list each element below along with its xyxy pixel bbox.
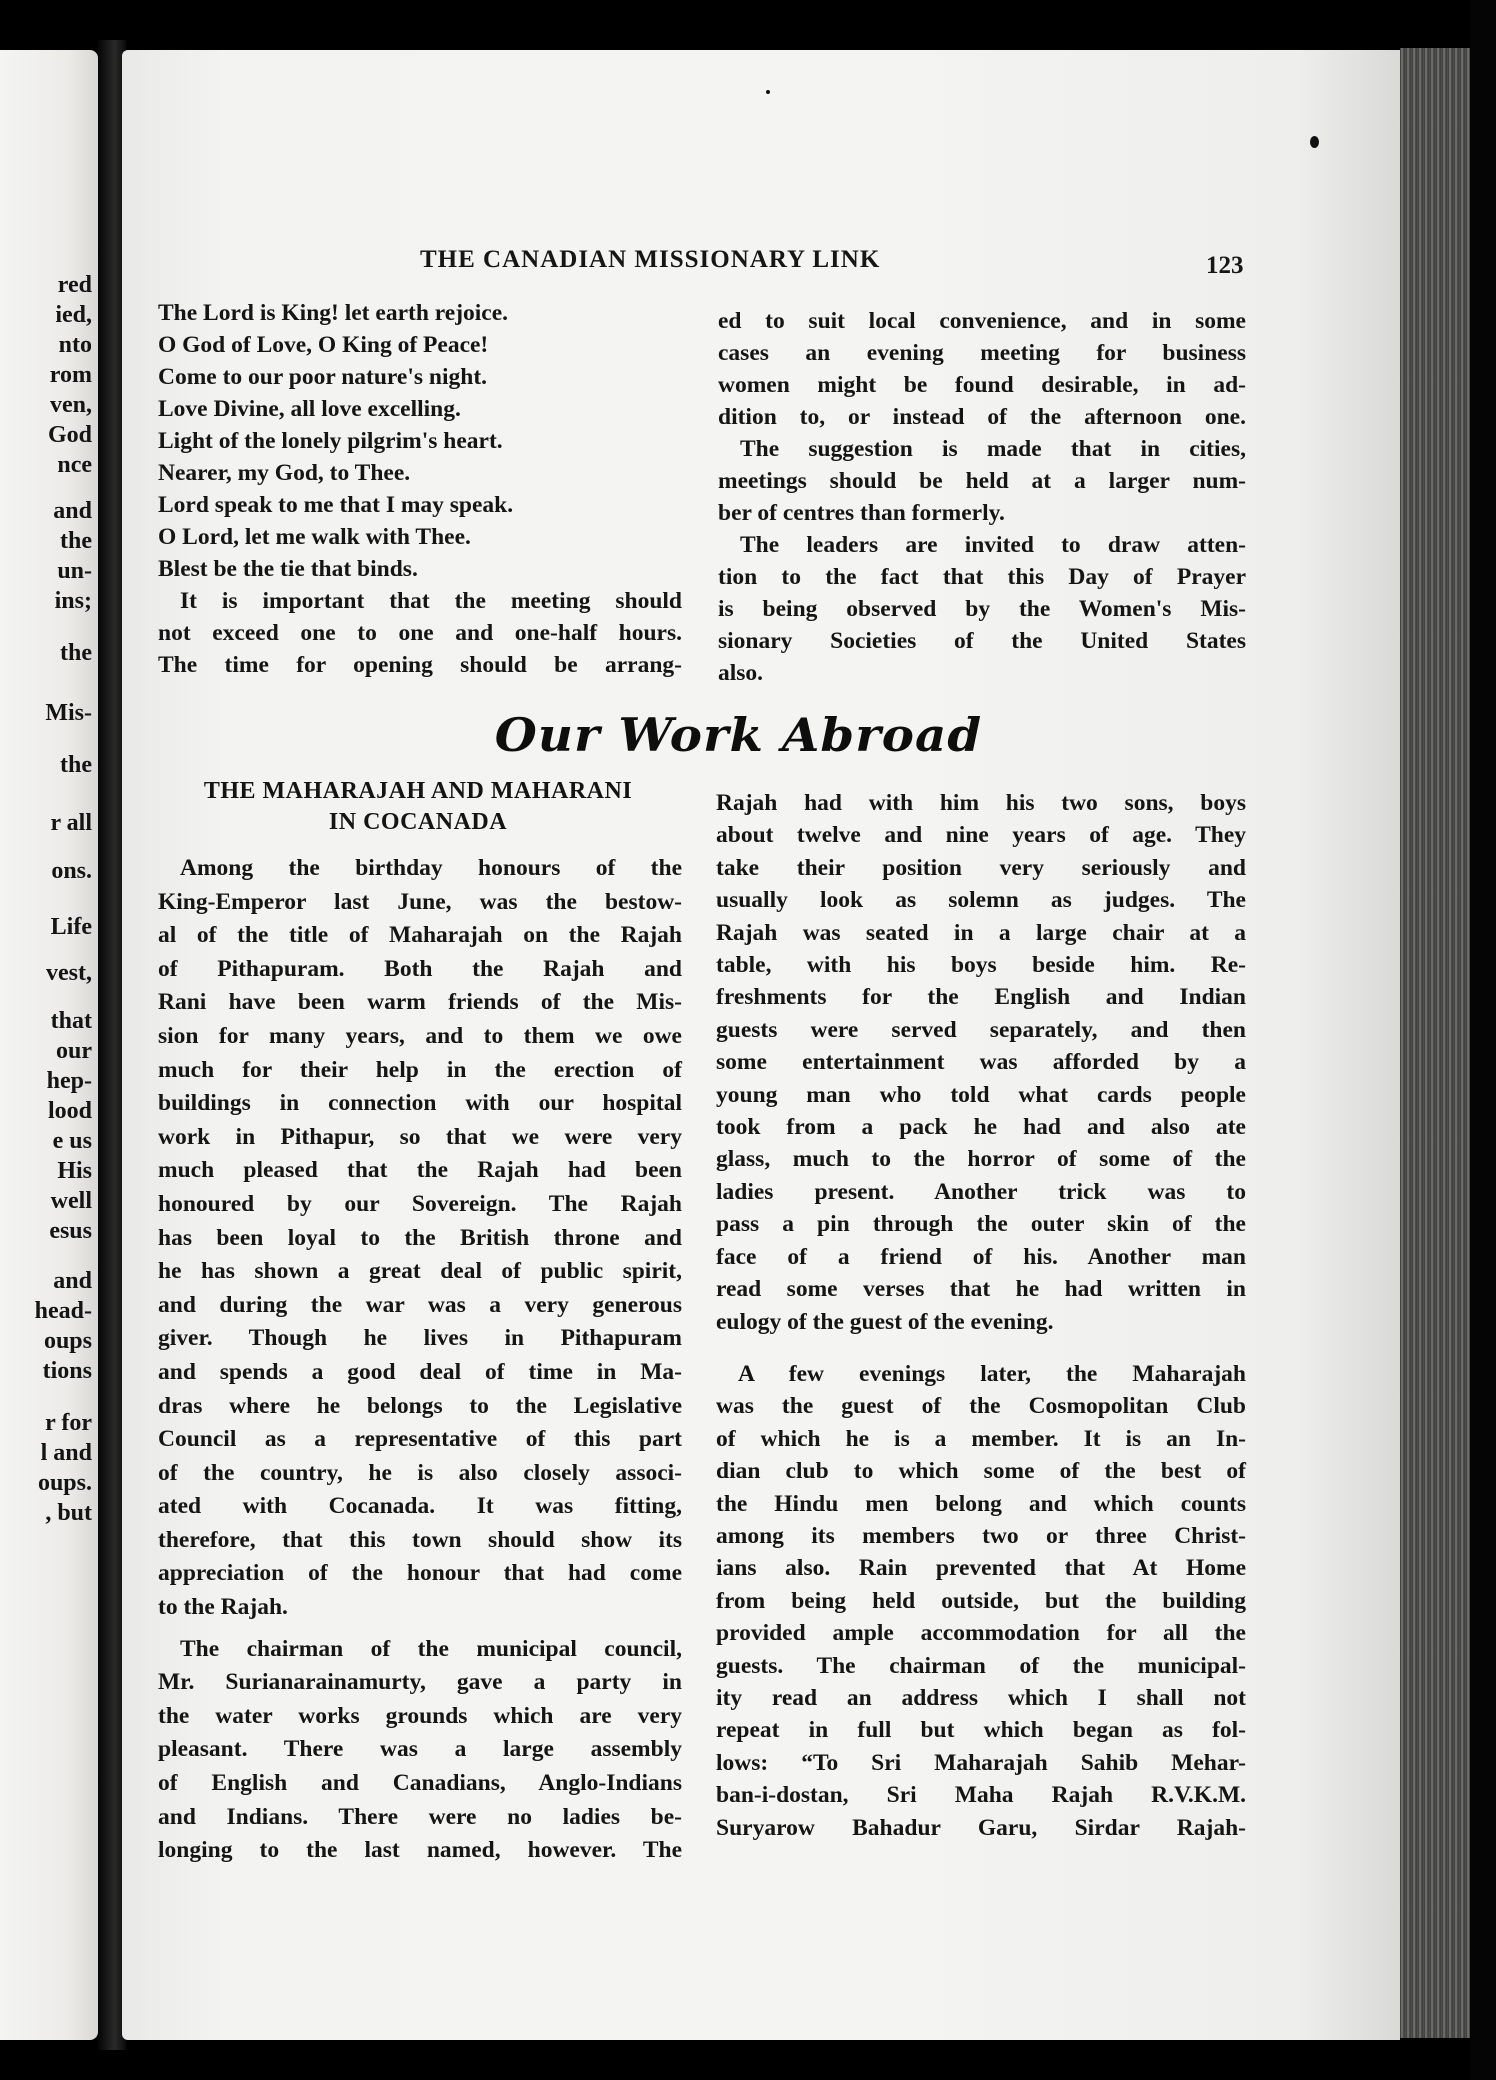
text-line: ians also. Rain prevented that At Home: [716, 1555, 1246, 1582]
facing-page-text: head-: [34, 1298, 92, 1324]
facing-page-text: rom: [49, 362, 92, 388]
facing-page-text: esus: [49, 1218, 92, 1244]
text-line: is being observed by the Women's Mis-: [718, 596, 1246, 622]
text-line: buildings in connection with our hospital: [158, 1090, 682, 1117]
text-line: read some verses that he had written in: [716, 1276, 1246, 1303]
facing-page-text: tions: [42, 1358, 92, 1384]
hymn-line: Love Divine, all love excelling.: [158, 396, 461, 422]
facing-page-text: God: [47, 422, 92, 448]
hymn-line: O Lord, let me walk with Thee.: [158, 524, 471, 550]
text-line: glass, much to the horror of some of the: [716, 1146, 1246, 1173]
text-line: Rajah had with him his two sons, boys: [716, 790, 1246, 816]
text-line: appreciation of the honour that had come: [158, 1560, 682, 1587]
text-line: dras where he belongs to the Legislative: [158, 1392, 682, 1419]
prayer-day-column: [718, 305, 1246, 689]
hymn-line: Blest be the tie that binds.: [158, 556, 418, 582]
facing-page-text: oups: [43, 1328, 92, 1354]
text-line: The chairman of the municipal council,: [180, 1635, 682, 1662]
ink-speck: [766, 90, 770, 94]
text-line: therefore, that this town should show its: [158, 1526, 682, 1553]
text-line: honoured by our Sovereign. The Rajah: [158, 1190, 682, 1217]
text-line: King-Emperor last June, was the bestow-: [158, 888, 682, 915]
text-line: ber of centres than formerly.: [718, 500, 1005, 526]
text-line: he has shown a great deal of public spirit,: [158, 1258, 682, 1285]
text-line: Council as a representative of this part: [158, 1426, 682, 1453]
facing-page-text: lood: [47, 1098, 92, 1124]
text-line: took from a pack he had and also ate: [716, 1114, 1246, 1141]
facing-page-text: well: [50, 1188, 92, 1214]
paragraph-line: It is important that the meeting should: [180, 588, 682, 614]
facing-page-text: hep-: [46, 1068, 92, 1094]
text-line: some entertainment was afforded by a: [716, 1049, 1246, 1076]
article-title: [156, 776, 680, 838]
text-line: ed to suit local convenience, and in some: [718, 308, 1246, 334]
section-title: Our Work Abroad: [494, 708, 983, 762]
facing-page-text: l and: [40, 1440, 92, 1466]
article-column-2: [716, 787, 1246, 1844]
facing-page-text: ins;: [54, 588, 92, 614]
ink-speck: [1310, 136, 1319, 148]
facing-page-text: Life: [50, 914, 92, 940]
text-line: young man who told what cards people: [716, 1081, 1246, 1108]
text-line: Rajah was seated in a large chair at a: [716, 919, 1246, 946]
text-line: repeat in full but which began as fol-: [716, 1717, 1246, 1744]
facing-page-text: un-: [57, 558, 92, 584]
text-line: and Indians. There were no ladies be-: [158, 1803, 682, 1830]
facing-page-text: red: [57, 272, 92, 298]
text-line: about twelve and nine years of age. They: [716, 822, 1246, 849]
facing-page-text: vest,: [46, 960, 92, 986]
facing-page-text: oups.: [37, 1470, 92, 1496]
text-line: guests. The chairman of the municipal-: [716, 1652, 1246, 1679]
facing-page-text: and: [53, 498, 92, 524]
hymn-line: Come to our poor nature's night.: [158, 364, 488, 390]
text-line: has been loyal to the British throne and: [158, 1224, 682, 1251]
text-line: meetings should be held at a larger num-: [718, 468, 1246, 494]
article-column-1: [158, 852, 682, 1868]
facing-page-text: Mis-: [45, 700, 92, 726]
text-line: of English and Canadians, Anglo-Indians: [158, 1770, 682, 1797]
text-line: usually look as solemn as judges. The: [716, 887, 1246, 914]
text-line: and spends a good deal of time in Ma-: [158, 1358, 682, 1385]
text-line: A few evenings later, the Maharajah: [738, 1360, 1246, 1387]
text-line: of Pithapuram. Both the Rajah and: [158, 955, 682, 982]
text-line: dian club to which some of the best of: [716, 1458, 1246, 1485]
facing-page-text: ven,: [50, 392, 92, 418]
hymn-line: Nearer, my God, to Thee.: [158, 460, 411, 486]
text-line: to the Rajah.: [158, 1594, 288, 1621]
article-title-line1: THE MAHARAJAH AND MAHARANI: [203, 778, 633, 804]
text-line: freshments for the English and Indian: [716, 984, 1246, 1011]
hymn-line: O God of Love, O King of Peace!: [158, 332, 489, 358]
facing-page-text: e us: [52, 1128, 92, 1154]
text-line: the Hindu men belong and which counts: [716, 1490, 1246, 1517]
text-line: among its members two or three Christ-: [716, 1522, 1246, 1549]
text-line: longing to the last named, however. The: [158, 1837, 682, 1864]
facing-page-text: His: [57, 1158, 92, 1184]
text-line: Mr. Surianarainamurty, gave a party in: [158, 1669, 682, 1696]
facing-page-text: ied,: [55, 302, 92, 328]
paragraph-line: The time for opening should be arrang-: [158, 652, 682, 678]
facing-page-text: the: [60, 528, 92, 554]
text-line: Rani have been warm friends of the Mis-: [158, 989, 682, 1016]
hymn-line: Lord speak to me that I may speak.: [158, 492, 514, 518]
facing-page-text: and: [53, 1268, 92, 1294]
text-line: eulogy of the guest of the evening.: [716, 1308, 1054, 1335]
text-line: al of the title of Maharajah on the Rajah: [158, 922, 682, 949]
text-line: take their position very seriously and: [716, 854, 1246, 881]
text-line: also.: [718, 660, 764, 686]
hymn-line: Light of the lonely pilgrim's heart.: [158, 428, 503, 454]
facing-page-fragment: [0, 50, 98, 2040]
text-line: pass a pin through the outer skin of the: [716, 1211, 1246, 1238]
text-line: work in Pithapur, so that we were very: [158, 1123, 682, 1150]
facing-page-text: nce: [57, 452, 92, 478]
text-line: sion for many years, and to them we owe: [158, 1022, 682, 1049]
facing-page-text: that: [50, 1008, 92, 1034]
text-line: Among the birthday honours of the: [180, 855, 682, 881]
text-line: dition to, or instead of the afternoon one.: [718, 404, 1246, 430]
facing-page-text: ons.: [51, 858, 92, 884]
text-line: from being held outside, but the building: [716, 1587, 1246, 1614]
facing-page-text: the: [60, 640, 92, 666]
text-line: face of a friend of his. Another man: [716, 1243, 1246, 1270]
text-line: women might be found desirable, in ad-: [718, 372, 1246, 398]
facing-page-text: nto: [58, 332, 92, 358]
text-line: The suggestion is made that in cities,: [740, 436, 1246, 462]
facing-page-text: our: [56, 1038, 92, 1064]
text-line: much pleased that the Rajah had been: [158, 1157, 682, 1184]
text-line: the water works grounds which are very: [158, 1702, 682, 1729]
article-title-line2: IN COCANADA: [328, 809, 508, 835]
text-line: tion to the fact that this Day of Prayer: [718, 564, 1246, 590]
text-line: The leaders are invited to draw atten-: [740, 532, 1246, 558]
text-line: of the country, he is also closely associ-: [158, 1459, 682, 1486]
hymn-list-column: [158, 297, 682, 681]
text-line: pleasant. There was a large assembly: [158, 1736, 682, 1763]
text-line: guests were served separately, and then: [716, 1016, 1246, 1043]
text-line: giver. Though he lives in Pithapuram: [158, 1325, 682, 1352]
page-number: 123: [1206, 252, 1244, 279]
text-line: sionary Societies of the United States: [718, 628, 1246, 654]
text-line: ladies present. Another trick was to: [716, 1178, 1246, 1205]
scan-border: [1470, 0, 1496, 2080]
text-line: cases an evening meeting for business: [718, 340, 1246, 366]
hymn-line: The Lord is King! let earth rejoice.: [158, 300, 509, 326]
facing-page-text: the: [60, 752, 92, 778]
text-line: table, with his boys beside him. Re-: [716, 952, 1246, 979]
text-line: of which he is a member. It is an In-: [716, 1425, 1246, 1452]
text-line: ity read an address which I shall not: [716, 1684, 1246, 1711]
facing-page-text: r for: [45, 1410, 92, 1436]
text-line: and during the war was a very generous: [158, 1291, 682, 1318]
text-line: much for their help in the erection of: [158, 1056, 682, 1083]
facing-page-text: , but: [45, 1500, 92, 1526]
running-title: THE CANADIAN MISSIONARY LINK: [420, 246, 881, 273]
text-line: ated with Cocanada. It was fitting,: [158, 1493, 682, 1520]
paragraph-line: not exceed one to one and one-half hours.: [158, 620, 682, 646]
text-line: ban-i-dostan, Sri Maha Rajah R.V.K.M.: [716, 1782, 1246, 1809]
facing-page-text: r all: [50, 810, 92, 836]
page-edges: [1400, 48, 1470, 2038]
text-line: provided ample accommodation for all the: [716, 1620, 1246, 1647]
text-line: lows: “To Sri Maharajah Sahib Mehar-: [716, 1749, 1246, 1776]
text-line: was the guest of the Cosmopolitan Club: [716, 1393, 1246, 1420]
text-line: Suryarow Bahadur Garu, Sirdar Rajah-: [716, 1814, 1246, 1841]
